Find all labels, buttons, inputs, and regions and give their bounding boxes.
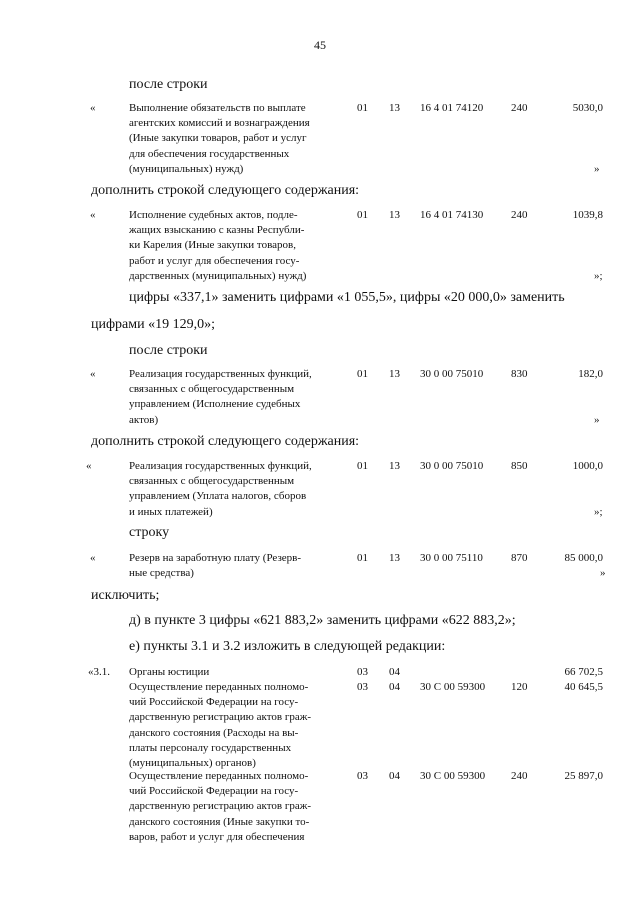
subsection-code: 04 xyxy=(389,770,400,782)
subsection-code: 13 xyxy=(389,460,400,472)
row-description-line: управлением (Исполнение судебных xyxy=(129,398,301,411)
amount: 85 000,0 xyxy=(564,552,603,564)
page-number: 45 xyxy=(314,38,326,52)
target-article-code: 30 0 00 75010 xyxy=(420,368,484,380)
row-description-line: жащих взысканию с казны Республи- xyxy=(129,224,305,237)
row-description-line: чий Российской Федерации на госу- xyxy=(129,696,299,709)
row-description-line: ки Карелия (Иные закупки товаров, xyxy=(129,239,296,252)
row-description-line: чий Российской Федерации на госу- xyxy=(129,785,299,798)
section-code: 01 xyxy=(357,460,368,472)
open-quote: « xyxy=(90,552,96,564)
amount: 25 897,0 xyxy=(564,770,603,782)
paragraph-replace-digits: цифры «337,1» заменить цифрами «1 055,5», цифры «20 000,0» заменить xyxy=(129,290,565,305)
amount: 1039,8 xyxy=(572,209,603,221)
paragraph-item-e: е) пункты 3.1 и 3.2 изложить в следующей редакции: xyxy=(129,639,446,654)
subsection-code: 13 xyxy=(389,368,400,380)
close-quote: »; xyxy=(594,505,603,518)
row-description-line: дарственных (муниципальных) нужд) xyxy=(129,269,307,282)
target-article-code: 16 4 01 74120 xyxy=(420,102,484,114)
row-description-line: и иных платежей) xyxy=(129,505,213,518)
paragraph-item-d: д) в пункте 3 цифры «621 883,2» заменить цифрами «622 883,2»; xyxy=(129,613,516,628)
section-code: 03 xyxy=(357,681,368,693)
section-code: 01 xyxy=(357,209,368,221)
open-quote: « xyxy=(90,368,96,380)
paragraph-supplement: дополнить строкой следующего содержания: xyxy=(91,434,360,449)
open-quote: « xyxy=(86,460,92,472)
section-code: 01 xyxy=(357,368,368,380)
expense-type-code: 240 xyxy=(511,770,528,782)
open-quote: « xyxy=(90,102,96,114)
paragraph-exclude: исключить; xyxy=(91,588,160,603)
row-description-line: ные средства) xyxy=(129,567,194,580)
section-code: 03 xyxy=(357,666,368,678)
row-description-line: Исполнение судебных актов, подле- xyxy=(129,209,298,221)
expense-type-code: 850 xyxy=(511,460,528,472)
close-quote: » xyxy=(594,162,600,175)
subsection-code: 13 xyxy=(389,209,400,221)
section-code: 01 xyxy=(357,102,368,114)
expense-type-code: 240 xyxy=(511,209,528,221)
section-code: 03 xyxy=(357,770,368,782)
expense-type-code: 830 xyxy=(511,368,528,380)
open-quote: « xyxy=(90,209,96,221)
subsection-code: 04 xyxy=(389,666,400,678)
target-article-code: 30 С 00 59300 xyxy=(420,681,486,693)
expense-type-code: 870 xyxy=(511,552,528,564)
row-description-line: (муниципальных) органов) xyxy=(129,757,256,769)
amount: 182,0 xyxy=(578,368,603,380)
paragraph-replace-digits-cont: цифрами «19 129,0»; xyxy=(91,317,216,332)
paragraph-after-line: после строки xyxy=(129,343,208,358)
paragraph-line-word: строку xyxy=(129,525,170,540)
row-description-line: связанных с общегосударственным xyxy=(129,383,295,396)
amount: 5030,0 xyxy=(572,102,603,114)
section-code: 01 xyxy=(357,552,368,564)
row-description-line: Выполнение обязательств по выплате xyxy=(129,102,306,114)
amount: 66 702,5 xyxy=(564,666,603,678)
row-description-line: дарственную регистрацию актов граж- xyxy=(129,800,311,813)
row-description-line: актов) xyxy=(129,413,159,426)
row-description-line: связанных с общегосударственным xyxy=(129,475,295,488)
row-description-line: Осуществление переданных полномо- xyxy=(129,681,309,693)
close-quote: » xyxy=(594,413,600,426)
row-description-line: дарственную регистрацию актов граж- xyxy=(129,711,311,724)
row-description-line: Осуществление переданных полномо- xyxy=(129,770,309,782)
target-article-code: 30 0 00 75010 xyxy=(420,460,484,472)
row-description-line: Органы юстиции xyxy=(129,666,210,678)
amount: 40 645,5 xyxy=(564,681,603,693)
paragraph-supplement: дополнить строкой следующего содержания: xyxy=(91,183,360,198)
paragraph-after-line: после строки xyxy=(129,77,208,92)
target-article-code: 30 0 00 75110 xyxy=(420,552,483,564)
target-article-code: 30 С 00 59300 xyxy=(420,770,486,782)
subsection-code: 04 xyxy=(389,681,400,693)
row-description-line: работ и услуг для обеспечения госу- xyxy=(129,254,300,267)
row-description-line: данского состояния (Расходы на вы- xyxy=(129,726,299,739)
row-description-line: Реализация государственных функций, xyxy=(129,368,312,380)
row-description-line: Резерв на заработную плату (Резерв- xyxy=(129,552,302,564)
close-quote: »; xyxy=(594,269,603,282)
row-description-line: платы персоналу государственных xyxy=(129,741,292,754)
target-article-code: 16 4 01 74130 xyxy=(420,209,484,221)
subsection-code: 13 xyxy=(389,552,400,564)
subsection-code: 13 xyxy=(389,102,400,114)
section-number: «3.1. xyxy=(88,666,110,678)
expense-type-code: 120 xyxy=(511,681,528,693)
row-description-line: данского состояния (Иные закупки то- xyxy=(129,815,310,828)
close-quote: » xyxy=(600,567,606,580)
expense-type-code: 240 xyxy=(511,102,528,114)
row-description-line: варов, работ и услуг для обеспечения xyxy=(129,830,305,843)
row-description-line: (Иные закупки товаров, работ и услуг xyxy=(129,132,307,145)
row-description-line: (муниципальных) нужд) xyxy=(129,162,244,175)
row-description-line: для обеспечения государственных xyxy=(129,147,290,160)
row-description-line: управлением (Уплата налогов, сборов xyxy=(129,490,307,503)
amount: 1000,0 xyxy=(572,460,603,472)
row-description-line: Реализация государственных функций, xyxy=(129,460,312,472)
row-description-line: агентских комиссий и вознаграждения xyxy=(129,117,310,130)
